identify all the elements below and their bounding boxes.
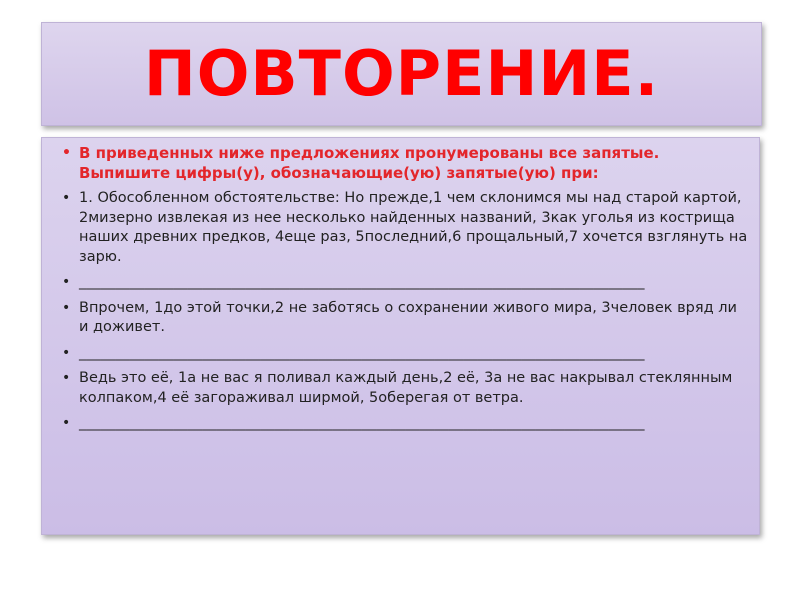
sentence-text: Ведь это её, 1а не вас я поливал каждый день,2 её, 3а не вас накрывал стеклянным колпаком,4 её загораживал ширмой, 5оберегая от ветра. — [79, 370, 733, 406]
sentence-item — [62, 299, 749, 338]
bullet-icon: • — [62, 145, 71, 161]
answer-line-text: ______________________________________________________________________________ — [79, 415, 645, 431]
answer-line — [62, 414, 749, 434]
bullet-icon: • — [62, 190, 71, 206]
sentence-text: Впрочем, 1до этой точки,2 не заботясь о сохранении живого мира, 3человек вряд ли и доживет. — [79, 299, 737, 335]
bullet-icon: • — [62, 370, 71, 386]
sentence-text: 1. Обособленном обстоятельстве: Но прежде,1 чем склонимся мы над старой картой, 2мизерно извлекая из нее несколько найденных названий, 3как уголья из кострища наших древних предков, 4еще раз, 5последний,6 прощальный,7 хочется взглянуть на зарю. — [79, 190, 748, 265]
bullet-icon: • — [62, 274, 71, 290]
content-box — [41, 137, 760, 535]
answer-line — [62, 344, 749, 364]
title-box — [41, 22, 762, 126]
bullet-icon: • — [62, 299, 71, 316]
task-text: В приведенных ниже предложениях пронумерованы все запятые. Выпишите цифры(у), обозначающие(ую) запятые(ую) при: — [79, 144, 660, 182]
bullet-icon: • — [62, 344, 71, 361]
slide-title: ПОВТОРЕНИЕ. — [143, 37, 660, 110]
answer-line-text: ______________________________________________________________________________ — [79, 344, 645, 361]
answer-line — [62, 273, 749, 293]
answer-line-text: ______________________________________________________________________________ — [79, 274, 645, 290]
task-instruction — [62, 144, 749, 183]
sentence-item — [62, 189, 749, 267]
bullet-icon: • — [62, 415, 71, 431]
sentence-item — [62, 369, 749, 408]
